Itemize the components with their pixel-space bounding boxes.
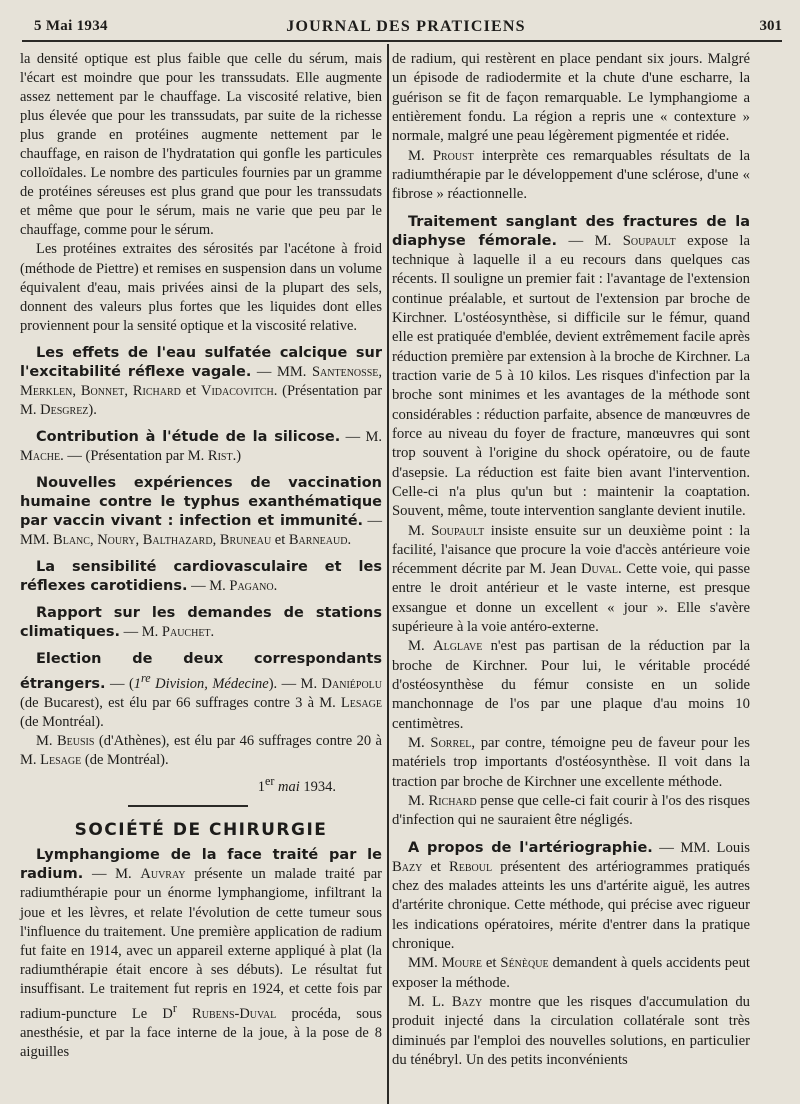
communication-title: Traitement sanglant des fractures de la diaphyse fémorale. [392,213,750,249]
author-name: Richard [132,382,181,399]
author-name: Rist [207,447,233,464]
author-name: Rubens-Duval [176,1005,277,1022]
section-heading: SOCIÉTÉ DE CHIRURGIE [74,820,328,841]
author-name: Bonnet [80,382,125,399]
author-name: Merklen [20,382,73,399]
communication-entry: Les effets de l'eau sulfatée calcique sur l'excitabilité réflexe vagale. — MM. Santenosse, Merklen, Bonnet, Richard et Vidacovitch. (Présentation par M. Desgrez). [20,344,383,418]
paragraph: M. Beusis (d'Athènes), est élu par 46 suffrages contre 20 à M. Lesage (de Montréal). [20,733,382,769]
page-number: 301 [759,18,782,34]
left-column [20,50,382,1062]
paragraph: Les protéines extraites des sérosités par l'acétone à froid (méthode de Piettre) et remises en suspension dans un volume équivalent d'eau, mais privées ainsi de la plupart des sels, donnent des valeurs plus fortes que les liquides dont elles proviennent pour la sensité optique et la viscosité relative. [20,241,382,334]
author-name: Desgrez [40,401,89,418]
author-name: Vidacovitch [201,382,274,399]
communication-title: A propos de l'artériographie. [408,839,653,856]
paragraph: M. Proust interprète ces remarquables résultats de la radiumthérapie par le développement d'une sclérose, d'une « fibrose » réactionnelle. [392,147,750,203]
page-header [30,14,782,38]
session-date: 1er mai 1934. [257,774,336,796]
author-name: Noury [97,532,136,549]
author-name: Pagano [229,578,274,595]
paragraph: M. Alglave n'est pas partisan de la réduction par la broche de Kirchner. Pour lui, le véritable procédé d'ostéosynthèse du fémur consiste en un solide manchonnage de l'os par une plaque d'au moins 10 centimètres. [392,638,750,732]
author-name: Beusis [56,733,95,750]
paragraph: M. L. Bazy montre que les risques d'accumulation du produit injecté dans la circulation collatérale sont très diminués par l'emploi des nouvelles solutions, en particulier du ténébryl. Un des petits inconvénients [392,994,751,1068]
communication-title: La sensibilité cardiovasculaire et les réflexes carotidiens. [20,559,382,595]
communication-entry: Traitement sanglant des fractures de la diaphyse fémorale. — M. Soupault expose la technique à laquelle il a eu recours dans quelques cas récents. Il souligne un premier fait : l'avantage de l'extension continue préalable, et surtout de l'extension par broche de Kirchner. L'ostéosynthèse, si difficile sur le fémur, quand elle est pratiquée d'emblée, devient extrêmement facile après réduction première par extension à la broche de Kirchner. La traction varie de 5 à 10 kilos. Les risques d'infection par la broche sont minimes et les avantages de la méthode sont considérables : réduction parfaite, absence de manœuvres de force au niveau du foyer de fracture, manœuvres qui sont trop souvent à l'origine du shock opératoire, ou de faute d'asepsie. La réduction est faite bien avant l'intervention. Celle-ci n'a plus qu'un but : maintenir la coaptation. Souvent, même, toute intervention sanglante devient inutile. [392,213,750,520]
paragraph: M. Soupault insiste ensuite sur un deuxième point : la facilité, l'aisance que procure la voie d'accès antérieure voie récemment décrite par M. Jean Duval. Cette voie, qui passe entre le droit antérieur et le vaste interne, est presque exsangue et donne un excellent « jour ». Elle s'avère supérieure à la voie antéro-externe. [392,522,750,636]
paragraph: M. Sorrel, par contre, témoigne peu de faveur pour les matériels trop importants d'ostéosynthèse. Il voit dans la traction par broche de Kirchner une excellente méthode. [392,734,750,790]
author-name: Reboul [448,858,493,875]
communication-entry: Election de deux correspondants étrangers. — (1re Division, Médecine). — M. Daniépolu (de Bucarest), est élu par 66 suffrages contre 3 à M. Lesage (de Montréal). [20,651,382,731]
author-name: Pauchet [161,624,211,641]
communication-title: Nouvelles expériences de vaccination humaine contre le typhus exanthématique par vaccin vivant : infection et immunité. [20,474,382,530]
journal-title: JOURNAL DES PRATICIENS [286,18,526,35]
communication-entry: La sensibilité cardiovasculaire et les réflexes carotidiens. — M. Pagano. [20,559,382,595]
right-column [392,50,750,1070]
issue-date: 5 Mai 1934 [34,18,108,34]
column-separator [387,44,389,1104]
author-name: Barneaud [288,532,348,549]
author-name: Bazy [392,858,423,875]
author-name: Soupault [431,522,485,539]
author-name: Proust [432,147,474,164]
division-label: 1re Division, Médecine [133,671,269,693]
communication-title: Contribution à l'étude de la silicose. [36,428,341,445]
author-name: Auvray [140,866,186,883]
communication-entry: Lymphangiome de la face traité par le radium. — M. Auvray présente un malade traité par radiumthérapie pour un énorme lymphangiome, infiltrant la joue et les lèvres, et relate l'évolution de cette tumeur sous l'influence du traitement. Une première application de radium fut faite en 1914, avec un appareil externe appliqué à plat (la radiumthérapie était encore à ses débuts). Le résultat fut insuffisant. Le traitement fut repris en 1924, et cette fois par radium-puncture Le $D^r$ Rubens-Duval procéda, sous anesthésie, et par la face interne de la joue, à la pose de 8 aiguilles [20,847,382,1060]
author-name: Bruneau [219,532,272,549]
communication-title: Election de deux correspondants étrangers. [20,651,382,693]
section-rule [128,805,248,807]
paragraph: M. Richard pense que celle-ci fait courir à l'os des risques d'infection qui ne sauraient être négligés. [392,792,750,829]
author-name: Alglave [433,638,483,655]
communication-entry: Rapport sur les demandes de stations climatiques. — M. Pauchet. [20,605,382,641]
paragraph: MM. Moure et Sénèque demandent à quels accidents peut exposer la méthode. [392,955,750,991]
author-name: Sorrel [430,734,472,751]
author-name: Balthazard [142,532,213,549]
author-name: Moure [441,955,482,972]
author-name: Daniépolu [321,676,382,693]
author-name: Mache [20,447,61,464]
author-name: Richard [428,792,477,809]
author-name: Lesage [40,752,82,769]
author-name: Blanc [53,532,90,549]
author-name: Soupault [622,232,676,249]
author-name: Sénèque [500,955,549,972]
author-name: Lesage [340,695,382,712]
author-name: Santenosse [311,363,379,380]
communication-title: Lymphangiome de la face traité par le radium. [20,847,382,883]
author-name: Duval [580,561,619,578]
paragraph: de radium, qui restèrent en place pendant six jours. Malgré un épisode de radiodermite et la chute d'une escharre, la guérison se fit de façon remarquable. Le lymphangiome a entièrement fondu. La région a repris une « contexture » normale, malgré une peau légèrement pigmentée et ridée. [392,51,750,145]
author-name: Bazy [451,994,483,1010]
communication-title: Les effets de l'eau sulfatée calcique sur l'excitabilité réflexe vagale. [20,344,382,380]
communication-entry: Nouvelles expériences de vaccination humaine contre le typhus exanthématique par vaccin vivant : infection et immunité. — MM. Blanc, Noury, Balthazard, Bruneau et Barneaud. [20,474,382,549]
communication-entry: Contribution à l'étude de la silicose. — M. Mache. — (Présentation par M. Rist.) [20,428,382,464]
paragraph: la densité optique est plus faible que celle du sérum, mais l'écart est moindre que pour les transsudats. Elle augmente assez nettement par le chauffage. La viscosité relative, bien plus élevée que pour les transsudats, par suite de la richesse plus grande en protéines augmente nettement par le chauffage, en raison de l'hydratation qui gonfle les particules colloïdales. Le nombre des particules fournies par un gramme de protéines séreuses est plus grand que pour les transsudats et même que pour le sérum, mais ne varie que peu par le chauffage, comme pour le sérum. [20,51,382,239]
communication-entry: A propos de l'artériographie. — MM. Louis Bazy et Reboul présentent des artériogrammes pratiqués chez des malades atteints les uns d'artérite aiguë, les autres d'artérite chronique. Cette méthode, qui précise avec rigueur les indications opératoires, mérite d'entrer dans la pratique chronique. [392,839,750,953]
communication-title: Rapport sur les demandes de stations climatiques. [20,605,382,641]
header-rule [22,40,782,42]
